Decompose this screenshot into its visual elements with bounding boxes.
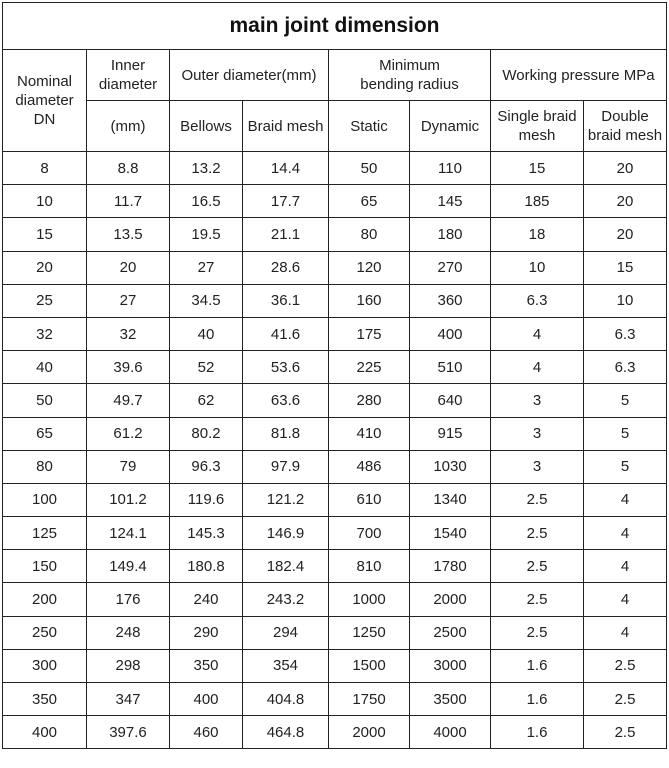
bellows-cell: 290	[170, 616, 243, 649]
single-braid-pressure-cell: 2.5	[491, 550, 584, 583]
bellows-cell: 19.5	[170, 218, 243, 251]
static-radius-cell: 120	[329, 251, 410, 284]
single-braid-pressure-cell: 4	[491, 351, 584, 384]
dynamic-radius-cell: 510	[410, 351, 491, 384]
static-radius-cell: 486	[329, 450, 410, 483]
table-row	[3, 351, 667, 384]
bellows-cell: 62	[170, 384, 243, 417]
static-radius-cell: 2000	[329, 716, 410, 749]
table-row	[3, 583, 667, 616]
braid-mesh-cell: 17.7	[243, 185, 329, 218]
braid-mesh-cell: 14.4	[243, 152, 329, 185]
table-row	[3, 517, 667, 550]
single-braid-pressure-cell: 1.6	[491, 649, 584, 682]
dimension-table-container	[2, 2, 666, 749]
static-radius-cell: 65	[329, 185, 410, 218]
bellows-cell: 80.2	[170, 417, 243, 450]
table-title: main joint dimension	[3, 3, 667, 50]
table-row	[3, 384, 667, 417]
dynamic-radius-cell: 1540	[410, 517, 491, 550]
dynamic-radius-cell: 915	[410, 417, 491, 450]
inner-diameter-cell: 248	[87, 616, 170, 649]
bellows-cell: 460	[170, 716, 243, 749]
single-braid-pressure-cell: 2.5	[491, 583, 584, 616]
braid-mesh-cell: 294	[243, 616, 329, 649]
braid-mesh-cell: 464.8	[243, 716, 329, 749]
static-radius-cell: 80	[329, 218, 410, 251]
nominal-dn-cell: 65	[3, 417, 87, 450]
dynamic-radius-cell: 3500	[410, 683, 491, 716]
single-braid-pressure-cell: 1.6	[491, 683, 584, 716]
dynamic-radius-cell: 180	[410, 218, 491, 251]
single-braid-pressure-cell: 6.3	[491, 284, 584, 317]
inner-diameter-cell: 20	[87, 251, 170, 284]
double-braid-pressure-cell: 2.5	[584, 716, 667, 749]
bellows-cell: 13.2	[170, 152, 243, 185]
table-row	[3, 616, 667, 649]
braid-mesh-cell: 63.6	[243, 384, 329, 417]
single-braid-pressure-cell: 18	[491, 218, 584, 251]
double-braid-pressure-cell: 6.3	[584, 351, 667, 384]
nominal-dn-cell: 125	[3, 517, 87, 550]
header-inner-unit: (mm)	[87, 101, 170, 152]
static-radius-cell: 1750	[329, 683, 410, 716]
static-radius-cell: 1500	[329, 649, 410, 682]
inner-diameter-cell: 149.4	[87, 550, 170, 583]
nominal-dn-cell: 8	[3, 152, 87, 185]
header-outer-diameter: Outer diameter(mm)	[170, 50, 329, 101]
header-inner-diameter: Inner diameter	[87, 50, 170, 101]
table-row	[3, 317, 667, 350]
braid-mesh-cell: 28.6	[243, 251, 329, 284]
inner-diameter-cell: 27	[87, 284, 170, 317]
double-braid-pressure-cell: 20	[584, 185, 667, 218]
double-braid-pressure-cell: 15	[584, 251, 667, 284]
single-braid-pressure-cell: 3	[491, 450, 584, 483]
header-working-pressure: Working pressure MPa	[491, 50, 667, 101]
nominal-dn-cell: 100	[3, 483, 87, 516]
bellows-cell: 119.6	[170, 483, 243, 516]
inner-diameter-cell: 79	[87, 450, 170, 483]
single-braid-pressure-cell: 2.5	[491, 517, 584, 550]
single-braid-pressure-cell: 2.5	[491, 616, 584, 649]
table-row	[3, 550, 667, 583]
single-braid-pressure-cell: 3	[491, 384, 584, 417]
dynamic-radius-cell: 110	[410, 152, 491, 185]
double-braid-pressure-cell: 5	[584, 384, 667, 417]
dynamic-radius-cell: 1030	[410, 450, 491, 483]
table-row	[3, 417, 667, 450]
double-braid-pressure-cell: 4	[584, 483, 667, 516]
nominal-dn-cell: 50	[3, 384, 87, 417]
bellows-cell: 180.8	[170, 550, 243, 583]
bellows-cell: 350	[170, 649, 243, 682]
bellows-cell: 40	[170, 317, 243, 350]
nominal-dn-cell: 350	[3, 683, 87, 716]
table-row	[3, 450, 667, 483]
braid-mesh-cell: 182.4	[243, 550, 329, 583]
double-braid-pressure-cell: 4	[584, 616, 667, 649]
dynamic-radius-cell: 400	[410, 317, 491, 350]
bellows-cell: 52	[170, 351, 243, 384]
table-row	[3, 649, 667, 682]
nominal-dn-cell: 80	[3, 450, 87, 483]
static-radius-cell: 810	[329, 550, 410, 583]
table-row	[3, 218, 667, 251]
nominal-dn-cell: 25	[3, 284, 87, 317]
bellows-cell: 34.5	[170, 284, 243, 317]
table-row	[3, 683, 667, 716]
inner-diameter-cell: 397.6	[87, 716, 170, 749]
single-braid-pressure-cell: 10	[491, 251, 584, 284]
double-braid-pressure-cell: 5	[584, 417, 667, 450]
dynamic-radius-cell: 270	[410, 251, 491, 284]
nominal-dn-cell: 200	[3, 583, 87, 616]
static-radius-cell: 1250	[329, 616, 410, 649]
nominal-dn-cell: 150	[3, 550, 87, 583]
double-braid-pressure-cell: 20	[584, 218, 667, 251]
double-braid-pressure-cell: 5	[584, 450, 667, 483]
braid-mesh-cell: 146.9	[243, 517, 329, 550]
double-braid-pressure-cell: 2.5	[584, 683, 667, 716]
inner-diameter-cell: 49.7	[87, 384, 170, 417]
dynamic-radius-cell: 1780	[410, 550, 491, 583]
nominal-dn-cell: 32	[3, 317, 87, 350]
static-radius-cell: 225	[329, 351, 410, 384]
nominal-dn-cell: 300	[3, 649, 87, 682]
single-braid-pressure-cell: 3	[491, 417, 584, 450]
table-row	[3, 716, 667, 749]
inner-diameter-cell: 8.8	[87, 152, 170, 185]
dynamic-radius-cell: 640	[410, 384, 491, 417]
nominal-dn-cell: 400	[3, 716, 87, 749]
static-radius-cell: 280	[329, 384, 410, 417]
double-braid-pressure-cell: 10	[584, 284, 667, 317]
dynamic-radius-cell: 4000	[410, 716, 491, 749]
header-bellows: Bellows	[170, 101, 243, 152]
header-dynamic: Dynamic	[410, 101, 491, 152]
braid-mesh-cell: 41.6	[243, 317, 329, 350]
single-braid-pressure-cell: 15	[491, 152, 584, 185]
static-radius-cell: 50	[329, 152, 410, 185]
table-row	[3, 185, 667, 218]
inner-diameter-cell: 347	[87, 683, 170, 716]
inner-diameter-cell: 39.6	[87, 351, 170, 384]
static-radius-cell: 175	[329, 317, 410, 350]
dynamic-radius-cell: 3000	[410, 649, 491, 682]
nominal-dn-cell: 10	[3, 185, 87, 218]
braid-mesh-cell: 354	[243, 649, 329, 682]
table-body	[3, 152, 667, 749]
nominal-dn-cell: 15	[3, 218, 87, 251]
dynamic-radius-cell: 2000	[410, 583, 491, 616]
static-radius-cell: 610	[329, 483, 410, 516]
double-braid-pressure-cell: 4	[584, 550, 667, 583]
inner-diameter-cell: 101.2	[87, 483, 170, 516]
braid-mesh-cell: 21.1	[243, 218, 329, 251]
bellows-cell: 240	[170, 583, 243, 616]
double-braid-pressure-cell: 4	[584, 583, 667, 616]
dynamic-radius-cell: 2500	[410, 616, 491, 649]
single-braid-pressure-cell: 2.5	[491, 483, 584, 516]
braid-mesh-cell: 404.8	[243, 683, 329, 716]
static-radius-cell: 160	[329, 284, 410, 317]
bellows-cell: 27	[170, 251, 243, 284]
bellows-cell: 96.3	[170, 450, 243, 483]
single-braid-pressure-cell: 185	[491, 185, 584, 218]
table-row	[3, 152, 667, 185]
header-braid-mesh: Braid mesh	[243, 101, 329, 152]
header-static: Static	[329, 101, 410, 152]
double-braid-pressure-cell: 4	[584, 517, 667, 550]
bellows-cell: 145.3	[170, 517, 243, 550]
static-radius-cell: 700	[329, 517, 410, 550]
header-min-bending-radius: Minimum bending radius	[329, 50, 491, 101]
static-radius-cell: 410	[329, 417, 410, 450]
braid-mesh-cell: 36.1	[243, 284, 329, 317]
nominal-dn-cell: 40	[3, 351, 87, 384]
inner-diameter-cell: 176	[87, 583, 170, 616]
static-radius-cell: 1000	[329, 583, 410, 616]
header-nominal-diameter: Nominal diameter DN	[3, 50, 87, 152]
braid-mesh-cell: 97.9	[243, 450, 329, 483]
braid-mesh-cell: 243.2	[243, 583, 329, 616]
braid-mesh-cell: 81.8	[243, 417, 329, 450]
dynamic-radius-cell: 145	[410, 185, 491, 218]
inner-diameter-cell: 298	[87, 649, 170, 682]
dimension-table	[2, 2, 667, 749]
inner-diameter-cell: 61.2	[87, 417, 170, 450]
inner-diameter-cell: 124.1	[87, 517, 170, 550]
double-braid-pressure-cell: 2.5	[584, 649, 667, 682]
inner-diameter-cell: 32	[87, 317, 170, 350]
dynamic-radius-cell: 360	[410, 284, 491, 317]
table-row	[3, 251, 667, 284]
single-braid-pressure-cell: 4	[491, 317, 584, 350]
inner-diameter-cell: 13.5	[87, 218, 170, 251]
single-braid-pressure-cell: 1.6	[491, 716, 584, 749]
inner-diameter-cell: 11.7	[87, 185, 170, 218]
dynamic-radius-cell: 1340	[410, 483, 491, 516]
bellows-cell: 400	[170, 683, 243, 716]
table-row	[3, 284, 667, 317]
double-braid-pressure-cell: 20	[584, 152, 667, 185]
nominal-dn-cell: 250	[3, 616, 87, 649]
bellows-cell: 16.5	[170, 185, 243, 218]
header-single-braid: Single braid mesh	[491, 101, 584, 152]
double-braid-pressure-cell: 6.3	[584, 317, 667, 350]
table-row	[3, 483, 667, 516]
braid-mesh-cell: 121.2	[243, 483, 329, 516]
braid-mesh-cell: 53.6	[243, 351, 329, 384]
nominal-dn-cell: 20	[3, 251, 87, 284]
header-double-braid: Double braid mesh	[584, 101, 667, 152]
